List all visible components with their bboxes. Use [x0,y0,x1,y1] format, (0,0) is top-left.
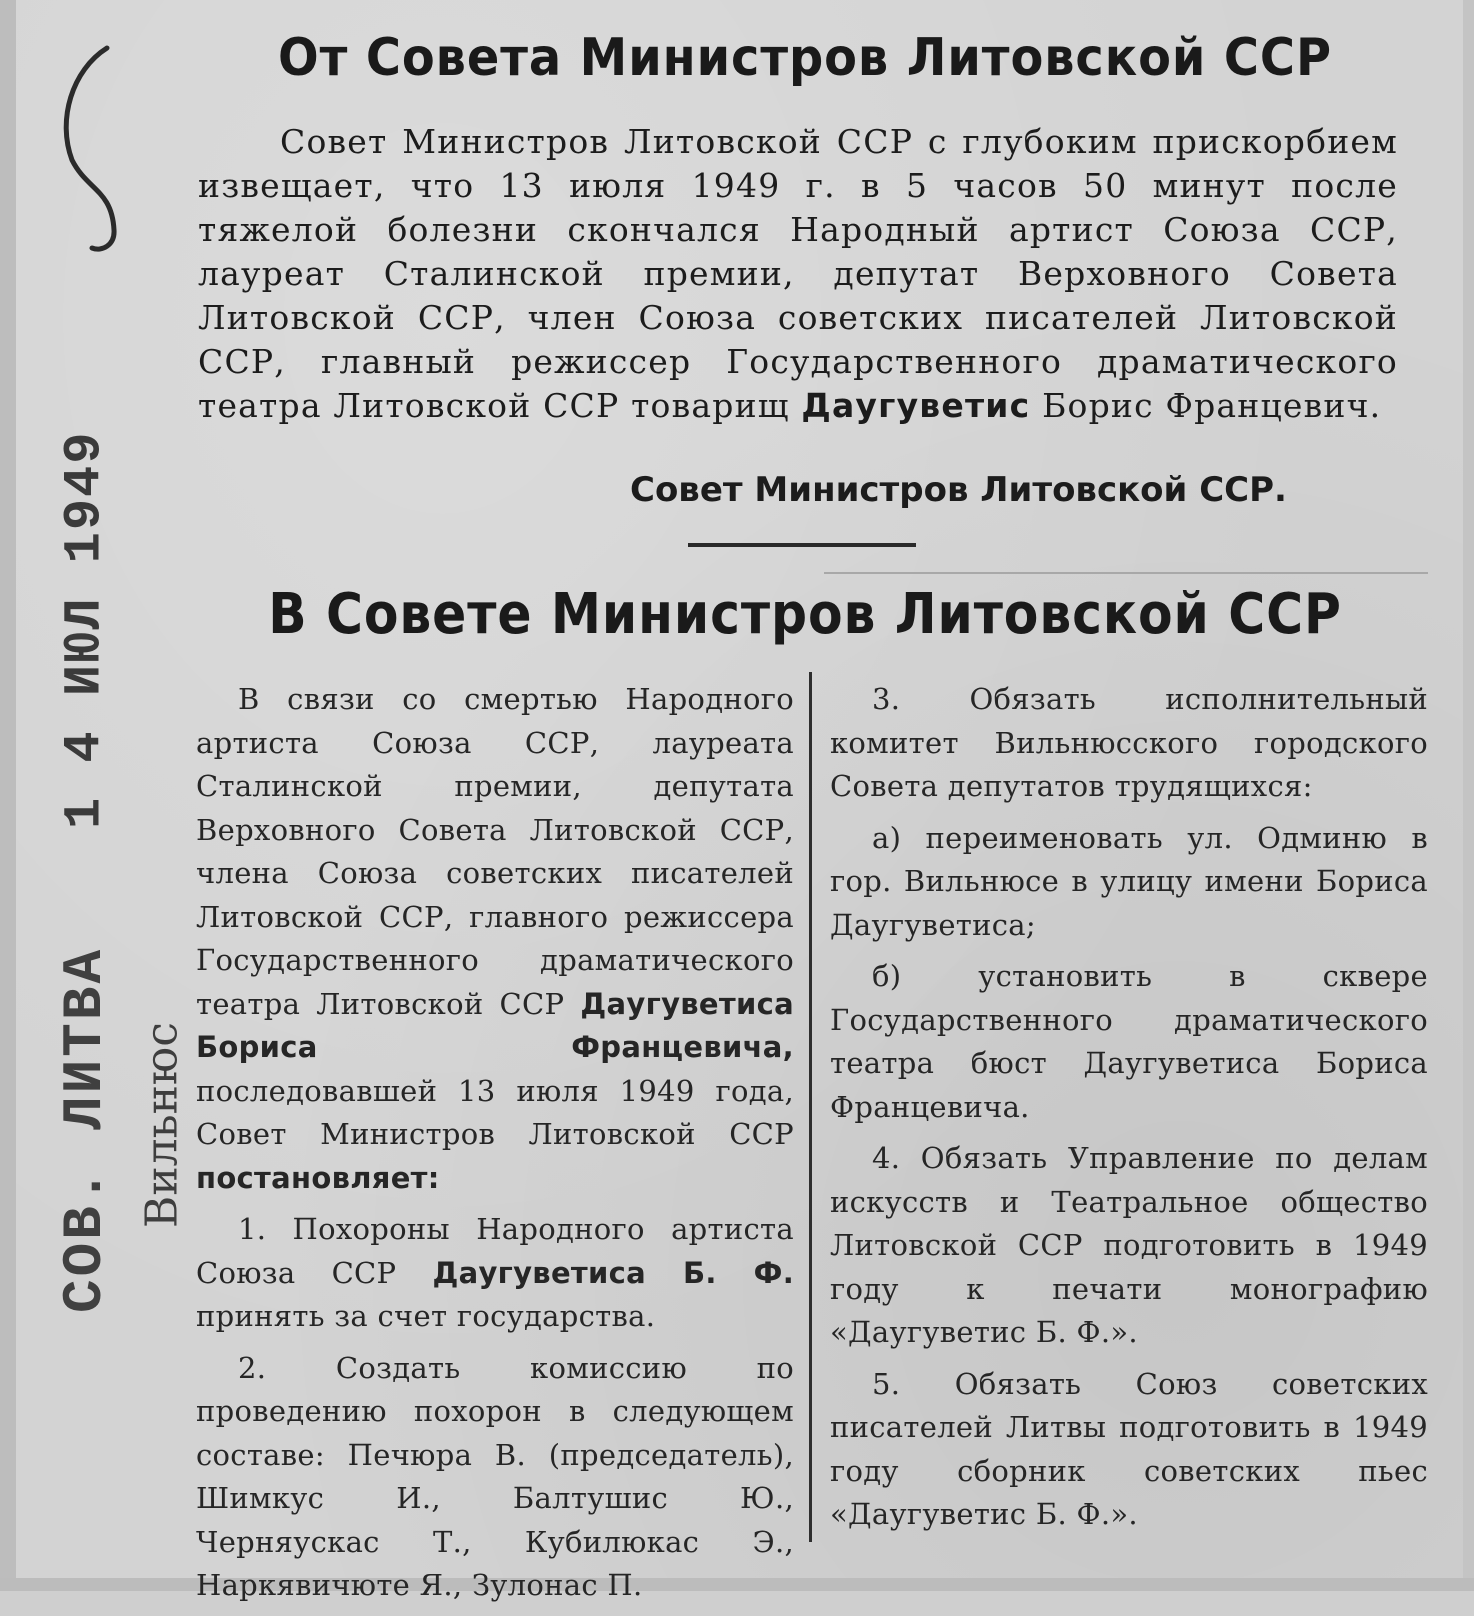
resolution-right-column [830,678,1428,1545]
item1-text: 1. Похороны Народного артиста Союза ССР [196,1212,794,1290]
resolution-item-4: 4. Обязать Управление по делам искусств и Театральное общество Литовской ССР подготовить в 1949 году к печати монографию «Даугуветис Б. Ф.». [830,1141,1428,1349]
intro-name: Даугуветиса Бориса Францевича, [196,986,794,1064]
resolution-intro [196,678,794,1200]
intro-text-after: последовавшей 13 июля 1949 года, Совет Министров Литовской ССР [196,1073,794,1151]
pencil-mark [52,40,142,260]
section-divider [688,543,916,547]
resolution-left-column [196,678,794,1616]
notice-body [198,120,1398,428]
city-stamp: Вильнюс [136,1022,188,1228]
resolution-item-2: 2. Создать комиссию по проведению похорон в следующем составе: Печюра В. (председатель), Шимкус И., Балтушис Ю., Черняускас Т., Кубилюкас Э., Наркявичюте Я., Зулонас П. [196,1350,794,1602]
column-frame-line [824,572,1428,574]
resolution-item-1 [196,1208,794,1339]
resolution-item-3b: б) установить в сквере Государственного драматического театра бюст Даугуветиса Бориса Францевича. [830,959,1428,1124]
notice-name: Даугуветис [801,386,1031,425]
notice-text-end: Борис Францевич. [1042,386,1382,425]
left-edge [0,0,16,1591]
intro-text: В связи со смертью Народного артиста Союза ССР, лауреата Сталинской премии, депутата Верховного Совета Литовской ССР, члена Союза советских писателей Литовской ССР, главного режиссера Государственного драматического театра Литовской ССР [196,682,794,1021]
resolution-item-3: 3. Обязать исполнительный комитет Вильнюсского городского Совета депутатов трудящихся: [830,682,1428,803]
notice-signature: Совет Министров Литовской ССР. [630,470,1287,510]
date-stamp: 1 4 ИЮЛ 1949 [55,430,115,830]
resolution-item-5: 5. Обязать Союз советских писателей Литвы подготовить в 1949 году сборник советских пьес «Даугуветис Б. Ф.». [830,1366,1428,1531]
resolution-title: В Совете Министров Литовской ССР [268,582,1342,647]
intro-verb: постановляет: [196,1160,440,1195]
item1-name: Даугуветиса Б. Ф. [432,1255,795,1290]
resolution-item-3a: а) переименовать ул. Одминю в гор. Вильнюсе в улицу имени Бориса Даугуветиса; [830,820,1428,942]
notice-title: От Совета Министров Литовской ССР [278,28,1332,88]
newspaper-stamp: СОВ. ЛИТВА [53,946,117,1314]
right-edge [1463,0,1474,1591]
column-rule [809,672,812,1542]
notice-text: Совет Министров Литовской ССР с глубоким прискорбием извещает, что 13 июля 1949 г. в 5 часов 50 минут после тяжелой болезни скончался Народный артист Союза ССР, лауреат Сталинской премии, депутат Верховного Совета Литовской ССР, член Союза советских писателей Литовской ССР, главный режиссер Государственного драматического театра Литовской ССР товарищ [198,122,1398,425]
item1-text-after: принять за счет государства. [196,1299,656,1333]
